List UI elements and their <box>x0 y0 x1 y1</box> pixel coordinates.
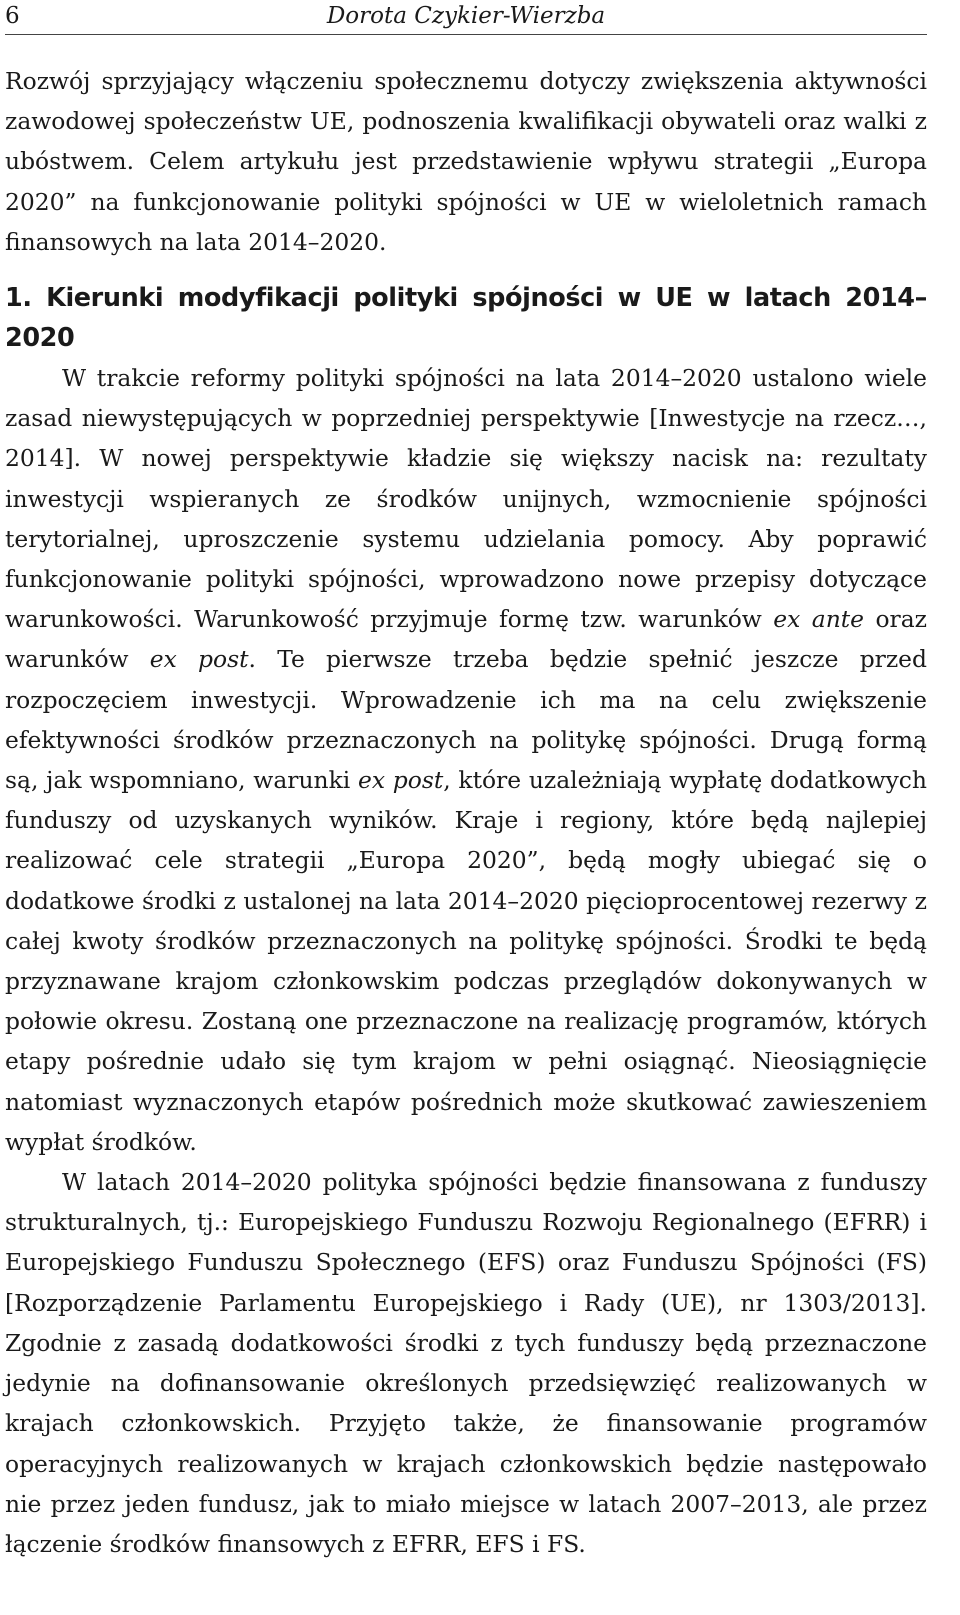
intro-paragraph: Rozwój sprzyjający włączeniu społecznemu dotyczy zwiększenia aktywności zawodowej społeczeństw UE, podnoszenia kwalifikacji obywateli oraz walki z ubóstwem. Celem artykułu jest przedstawienie wpływu strategii „Europa 2020” na funkcjonowanie polityki spójności w UE w wieloletnich ramach finansowych na lata 2014–2020. <box>5 67 927 256</box>
paragraph-text: . Te pierwsze trzeba będzie spełnić jeszcze przed rozpoczęciem inwestycji. Wprowadzenie ich ma na celu zwiększenie efektywności środków przeznaczonych na politykę spójności. Drugą formą są, jak wspomniano, warunki <box>5 645 927 795</box>
paragraph-text: , które uzależniają wypłatę dodatkowych funduszy od uzyskanych wyników. Kraje i regiony, które będą najlepiej realizować cele strategii „Europa 2020”, będą mogły ubiegać się o dodatkowe środki z ustalonej na lata 2014–2020 pięcioprocentowej rezerwy z całej kwoty środków przeznaczonych na politykę spójności. Środki te będą przyznawane krajom członkowskim podczas przeglądów dokonywanych w połowie okresu. Zostaną one przeznaczone na realizację programów, których etapy pośrednie udało się tym krajom w pełni osiągnąć. Nieosiągnięcie natomiast wyznaczonych etapów pośrednich może skutkować zawieszeniem wypłat środków. <box>5 766 927 1156</box>
paragraph <box>5 358 927 1162</box>
running-header <box>5 0 927 35</box>
paragraph-text: W trakcie reformy polityki spójności na lata 2014–2020 ustalono wiele zasad niewystępujących w poprzedniej perspektywie [Inwestycje na rzecz…, 2014]. W nowej perspektywie kładzie się większy nacisk na: rezultaty inwestycji wspieranych ze środków unijnych, wzmocnienie spójności terytorialnej, uproszczenie systemu udzielania pomocy. Aby poprawić funkcjonowanie polityki spójności, wprowadzono nowe przepisy dotyczące warunkowości. Warunkowość przyjmuje formę tzw. warunków <box>5 364 927 634</box>
italic-term: ex post <box>357 766 444 795</box>
running-header-author: Dorota Czykier-Wierzba <box>326 3 606 29</box>
italic-term: ex post <box>149 645 249 674</box>
paragraph-text: oraz warunków <box>5 605 927 674</box>
body-text <box>5 61 927 1564</box>
page-number: 6 <box>5 3 20 29</box>
paragraph: W latach 2014–2020 polityka spójności będzie finansowana z funduszy strukturalnych, tj.: Europejskiego Funduszu Rozwoju Regionalnego (EFRR) i Europejskiego Funduszu Społecznego (EFS) oraz Funduszu Spójności (FS) [Rozporządzenie Parlamentu Europejskiego i Rady (UE), nr 1303/2013]. Zgodnie z zasadą dodatkowości środki z tych funduszy będą przeznaczone jedynie na dofinansowanie określonych przedsięwzięć realizowanych w krajach członkowskich. Przyjęto także, że finansowanie programów operacyjnych realizowanych w krajach członkowskich będzie następowało nie przez jeden fundusz, jak to miało miejsce w latach 2007–2013, ale przez łączenie środków finansowych z EFRR, EFS i FS. <box>5 1168 927 1558</box>
section-heading: 1. Kierunki modyfikacji polityki spójności w UE w latach 2014–2020 <box>5 283 927 354</box>
italic-term: ex ante <box>773 605 865 634</box>
document-page <box>5 0 927 1564</box>
